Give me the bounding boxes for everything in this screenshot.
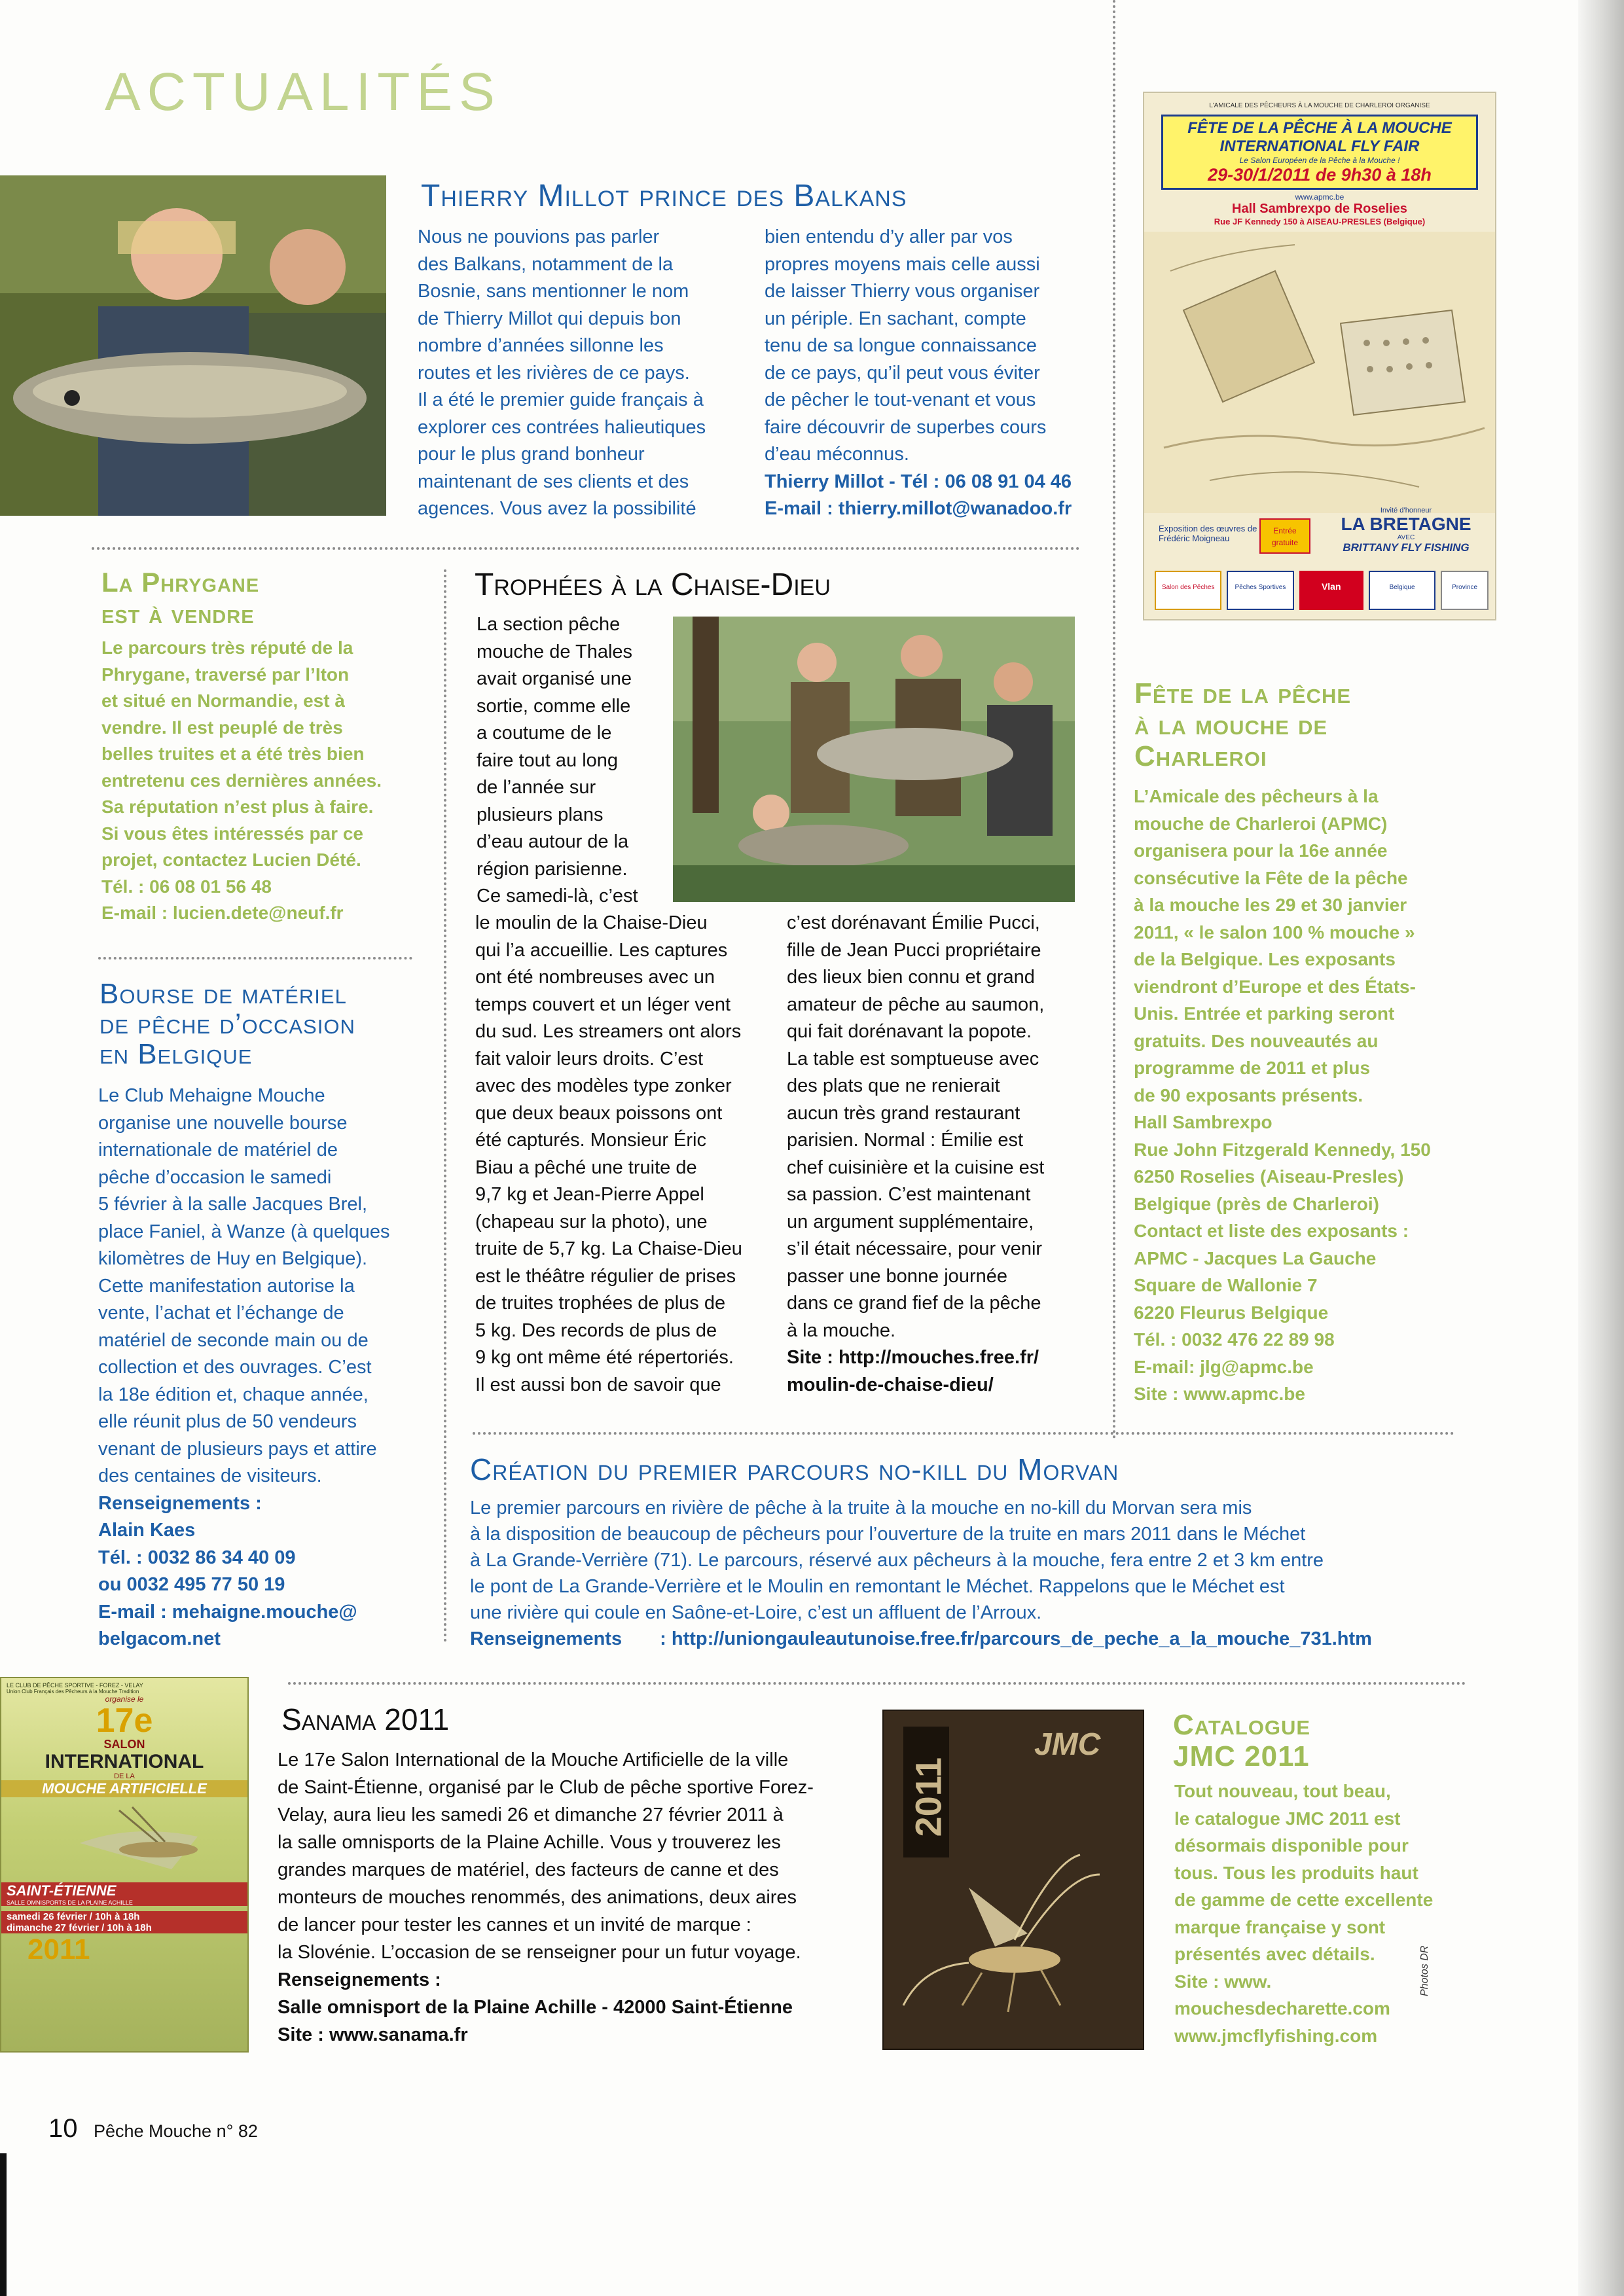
charleroi-body: L’Amicale des pêcheurs à la mouche de Charleroi (APMC) organisera pour la 16e année consécutive la Fête de la pêche à la mouche les 29 et 30 janvier 2011, « le salon 100 % mouche » de la Belgique. Les exposants viendront d’Europe et des États- Unis. Entrée et parking seront gratuits. Des nouveautés au programme de 2011 et plus de 90 exposants présents. Hall Sambrexpo Rue John Fitzgerald Kennedy, 150 6250 Roselies (Aiseau-Presles) Belgique (près de Charleroi) Contact et liste des exposants : APMC - Jacques La Gauche Square de Wallonie 7 6220 Fleurus Belgique Tél. : 0032 476 22 89 98 E-mail: jlg@apmc.be Site : www.apmc.be <box>1134 786 1431 1404</box>
logo-belgique: Belgique <box>1369 571 1435 610</box>
trophees-col2: c’est dorénavant Émilie Pucci, fille de Jean Pucci propriétaire des lieux bien connu et grand amateur de pêche au saumon, qui fait dorénavant la popote. La table est somptueuse avec des plats que ne renierait aucun très grand restaurant parisien. Normal : Émilie est chef cuisinière et la cuisine est sa passion. C’est maintenant un argument supplémentaire, s’il était nécessaire, pour venir passer une bonne journée dans ce grand fief de la pêche à la mouche. Site : http://mouches.free.fr/ moulin-de-chaise-dieu/ <box>787 910 1088 1399</box>
divider-left-column <box>444 569 446 1643</box>
fair-ad-organiser: L’AMICALE DES PÊCHEURS À LA MOUCHE DE CHARLEROI ORGANISE <box>1209 102 1430 109</box>
fair-ad-banner <box>1161 115 1478 190</box>
page-spine-shadow <box>1578 0 1624 2296</box>
fair-ad-title1: FÊTE DE LA PÊCHE À LA MOUCHE <box>1187 119 1452 137</box>
morvan-contact-label: Renseignements <box>470 1628 623 1649</box>
fair-ad-invite: Invité d’honneur <box>1380 507 1432 514</box>
trophees-title: Trophées à la Chaise-Dieu <box>475 567 831 602</box>
trophees-intro: La section pêche mouche de Thales avait organisé une sortie, comme elle a coutume de le faire tout au long de l’année sur plusieurs plans d’eau autour de la région parisienne. Ce samedi-là, c’est <box>477 614 638 906</box>
sanama-body: Le 17e Salon International de la Mouche Artificielle de la ville de Saint-Étienne, organisé par le Club de pêche sportive Forez- Velay, aura lieu les samedi 26 et dimanche 27 février 2011 à la salle omnisports de la Plaine Achille. Vous y trouverez les grandes marques de matériel, des facteurs de canne et des monteurs de mouches renommés, des animations, deux aires de lancer pour tester les cannes et un invité de marque : la Slovénie. L’occasion de se renseigner pour un futur voyage. Renseignements : Salle omnisport de la Plaine Achille - 42000 Saint-Étienne Site : www.sanama.fr <box>278 1749 814 2045</box>
poster-union: Union Club Français des Pêcheurs à la Mouche Tradition <box>7 1689 139 1695</box>
fair-ad-address: Rue JF Kennedy 150 à AISEAU-PRESLES (Belgique) <box>1214 217 1426 226</box>
logo-province: Province <box>1441 571 1489 610</box>
page-number: 10 <box>48 2114 78 2143</box>
poster-salon: SALON <box>103 1738 145 1751</box>
logo-vlan: Vlan <box>1299 571 1363 610</box>
fly-box-illustration <box>1144 232 1496 513</box>
divider-morvan <box>473 1432 1454 1435</box>
photo-credit: Photos DR <box>1419 1945 1430 1996</box>
fair-ad-guest <box>1321 507 1491 554</box>
fair-ad-url: www.apmc.be <box>1295 192 1344 202</box>
poster-place: SALLE OMNISPORTS DE LA PLAINE ACHILLE <box>1 1899 247 1906</box>
page-footer <box>48 2114 258 2144</box>
jmc-body: Tout nouveau, tout beau, le catalogue JMC 2011 est désormais disponible pour tous. Tous les produits haut de gamme de cette excellente marque française y sont présentés avec détails. Site : www. mouchesdecharette.com www.jmcflyfishing.com <box>1174 1781 1434 2046</box>
morvan-contact-url: : http://uniongauleautunoise.free.fr/parcours_de_peche_a_la_mouche_731.htm <box>660 1628 1372 1649</box>
poster-club: LE CLUB DE PÊCHE SPORTIVE - FOREZ - VELAY <box>7 1682 143 1689</box>
fair-ad-region: LA BRETAGNE <box>1341 514 1471 534</box>
poster-mouche: MOUCHE ARTIFICIELLE <box>1 1780 247 1797</box>
jmc-mayfly-illustration <box>884 1835 1144 2045</box>
scan-edge-left <box>0 2153 7 2296</box>
trophees-col1: le moulin de la Chaise-Dieu qui l’a accueillie. Les captures ont été nombreuses avec un temps couvert et un léger vent du sud. Les streamers ont alors fait valoir leurs droits. C’est avec des modèles type zonker que deux beaux poissons ont été capturés. Monsieur Éric Biau a pêché une truite de 9,7 kg et Jean-Pierre Appel (chapeau sur la photo), une truite de 5,7 kg. La Chaise-Dieu est le théâtre régulier de prises de truites trophées de plus de 5 kg. Des records de plus de 9 kg ont même été répertoriés. Il est aussi bon de savoir que <box>475 912 742 1395</box>
sanama-title: Sanama 2011 <box>281 1702 450 1736</box>
fair-ad-expo: Exposition des œuvres de Frédéric Moigneau <box>1159 524 1257 543</box>
bourse-title: Bourse de matériel de pêche d’occasion en Belgique <box>99 978 355 1070</box>
fly-fair-ad <box>1143 92 1496 620</box>
balkans-contact-tel: Thierry Millot - Tél : 06 08 91 04 46 <box>765 471 1072 492</box>
poster-dates2: dimanche 27 février / 10h à 18h <box>1 1922 247 1933</box>
fair-ad-entry-badge: Entrée gratuite <box>1259 518 1310 554</box>
section-title: ACTUALITÉS <box>105 62 501 122</box>
trophees-site2: moulin-de-chaise-dieu/ <box>787 1374 994 1395</box>
jmc-title: Catalogue JMC 2011 <box>1173 1709 1311 1772</box>
poster-international: INTERNATIONAL <box>45 1751 204 1772</box>
fair-ad-brittany: BRITTANY FLY FISHING <box>1343 541 1470 554</box>
fair-ad-logos <box>1155 571 1489 610</box>
poster-mayfly-illustration <box>1 1797 249 1882</box>
jmc-cover-year: 2011 <box>907 1757 949 1837</box>
balkans-title: Thierry Millot prince des Balkans <box>421 179 907 213</box>
divider-top <box>92 547 1080 550</box>
poster-number: 17e <box>96 1702 153 1740</box>
magazine-issue: Pêche Mouche n° 82 <box>93 2121 258 2141</box>
trophees-site1: Site : http://mouches.free.fr/ <box>787 1347 1039 1368</box>
divider-right-column <box>1113 0 1115 1440</box>
balkans-photo <box>0 175 386 516</box>
divider-phrygane <box>98 957 412 960</box>
sanama-poster <box>0 1677 249 2053</box>
logo-peches-sportives: Pêches Sportives <box>1227 571 1293 610</box>
phrygane-body: Le parcours très réputé de la Phrygane, traversé par l’Iton et situé en Normandie, est à vendre. Il est peuplé de très belles truites et a été très bien entretenu ces dernières années. Sa réputation n’est plus à faire. Si vous êtes intéressés par ce projet, contactez Lucien Dété. Tél. : 06 08 01 56 48 E-mail : lucien.dete@neuf.fr <box>101 637 382 923</box>
charleroi-title: Fête de la pêche à la mouche de Charleroi <box>1134 677 1352 772</box>
fair-ad-dates: 29-30/1/2011 de 9h30 à 18h <box>1208 165 1432 185</box>
jmc-cover-brand: JMC <box>1034 1727 1101 1762</box>
morvan-title: Création du premier parcours no-kill du Morvan <box>470 1452 1119 1486</box>
poster-organise: organise le <box>105 1695 144 1704</box>
poster-dates: samedi 26 février / 10h à 18h <box>1 1911 247 1922</box>
fair-ad-avec: AVEC <box>1397 534 1415 541</box>
fair-ad-venue: Hall Sambrexpo de Roselies <box>1232 202 1407 216</box>
balkans-contact-mail: E-mail : thierry.millot@wanadoo.fr <box>765 498 1072 519</box>
bourse-body: Le Club Mehaigne Mouche organise une nouvelle bourse internationale de matériel de pêche d’occasion le samedi 5 février à la salle Jacques Brel, place Faniel, à Wanze (à quelques kilomètres de Huy en Belgique). Cette manifestation autorise la vente, l’achat et l’échange de matériel de seconde main ou de collection et des ouvrages. C’est la 18e édition et, chaque année, elle réunit plus de 50 vendeurs venant de plusieurs pays et attire des centaines de visiteurs. Renseignements : Alain Kaes Tél. : 0032 86 34 40 09 ou 0032 495 77 50 19 E-mail : mehaigne.mouche@ belgacom.net <box>98 1085 390 1649</box>
fair-ad-subtitle: Le Salon Européen de la Pêche à la Mouche ! <box>1239 156 1400 165</box>
divider-bottom <box>288 1682 1466 1685</box>
poster-city: SAINT-ÉTIENNE <box>1 1882 247 1899</box>
poster-year: 2011 <box>27 1933 90 1965</box>
phrygane-title: La Phrygane est à vendre <box>101 567 260 629</box>
jmc-catalogue-cover <box>882 1710 1144 2050</box>
trophees-group-photo <box>673 617 1075 902</box>
poster-dela: DE LA <box>114 1772 135 1780</box>
balkans-col2: bien entendu d’y aller par vos propres moyens mais celle aussi de laisser Thierry vous organiser un périple. En sachant, compte tenu de sa longue connaissance de ce pays, qu’il peut vous éviter de pêcher le tout-venant et vous faire découvrir de superbes cours d’eau méconnus. Thierry Millot - Tél : 06 08 91 04 46 E-mail : thierry.millot@wanadoo.fr <box>765 224 1085 523</box>
balkans-col1: Nous ne pouvions pas parler des Balkans, notamment de la Bosnie, sans mentionner le nom de Thierry Millot qui depuis bon nombre d’années sillonne les routes et les rivières de ce pays. Il a été le premier guide français à explorer ces contrées halieutiques pour le plus grand bonheur maintenant de ses clients et des agences. Vous avez la possibilité <box>418 226 706 519</box>
fair-ad-title2: INTERNATIONAL FLY FAIR <box>1219 137 1420 155</box>
morvan-body: Le premier parcours en rivière de pêche à la truite à la mouche en no-kill du Morvan sera mis à la disposition de beaucoup de pêcheurs pour l’ouverture de la truite en mars 2011 dans le Méchet à La Grande-Verrière (71). Le parcours, réservé aux pêcheurs à la mouche, fera entre 2 et 3 km entre le pont de La Grande-Verrière et le Moulin en remontant le Méchet. Rappelons que le Méchet est une rivière qui coule en Saône-et-Loire, c’est un affluent de l’Arroux. Renseignements : http://uniongauleautunoise.free.fr/parcours_de_peche_a_la_mouche_731.htm <box>470 1498 1372 1649</box>
logo-salon-peches: Salon des Pêches <box>1155 571 1221 610</box>
